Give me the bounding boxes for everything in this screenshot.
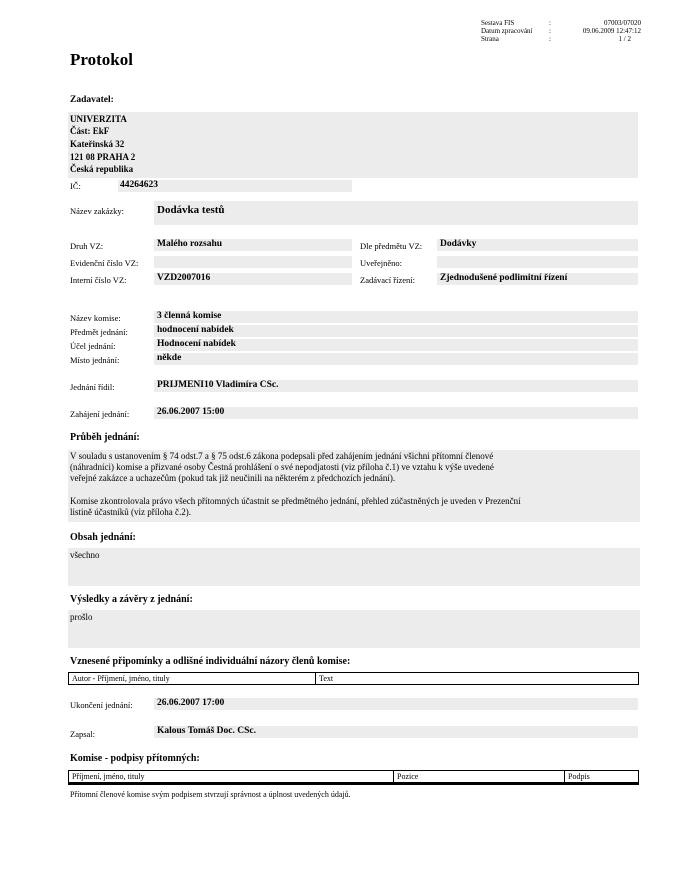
druh-label: Druh VZ:	[70, 241, 104, 251]
ridil-value: PRIJMENI10 Vladimíra CSc.	[157, 380, 279, 390]
evid-box	[154, 256, 352, 268]
obsah-box	[68, 548, 640, 586]
obsah-text: všechno	[70, 550, 100, 560]
column-header: Příjmení, jméno, tituly	[69, 771, 394, 783]
prubeh-line: veřejné zakázce a uchazečům (pokud tak již neučinili na některém z předchozích jednání).	[70, 473, 396, 483]
zahajeni-value: 26.06.2007 15:00	[157, 407, 225, 417]
ukonceni-label: Ukončení jednání:	[70, 700, 133, 710]
ridil-label: Jednání řídil:	[70, 382, 115, 392]
ridil-box	[154, 380, 638, 392]
ukonceni-value: 26.06.2007 17:00	[157, 698, 225, 708]
komise-nazev-box	[154, 311, 638, 323]
meta-label: Datum zpracování	[481, 27, 533, 35]
footer-note: Přítomní členové komise svým podpisem stvrzují správnost a úplnost uvedených údajů.	[70, 790, 351, 799]
report-meta	[481, 19, 641, 43]
ic-label: IČ:	[70, 181, 81, 191]
podpisy-heading: Komise - podpisy přítomných:	[70, 753, 200, 764]
prubeh-line: listině účastníků (viz příloha č.2).	[70, 507, 191, 517]
zapsal-box	[154, 726, 638, 738]
predmet-vz-box	[437, 239, 638, 251]
meta-row	[481, 19, 641, 27]
evid-label: Evidenční číslo VZ:	[70, 258, 139, 268]
column-header: Text	[316, 673, 639, 685]
meta-value: 1 / 2	[618, 35, 631, 43]
ic-value: 44264623	[120, 180, 158, 190]
meta-label: Strana	[481, 35, 499, 43]
komise-misto-label: Místo jednání:	[70, 355, 120, 365]
zadavatel-line: Část: EkF	[70, 126, 110, 136]
meta-label: Sestava FIS	[481, 19, 515, 27]
table-header-row	[69, 673, 639, 685]
column-header: Podpis	[565, 771, 639, 783]
meta-value: 09.06.2009 12:47:12	[582, 27, 641, 35]
interni-label: Interní číslo VZ:	[70, 275, 127, 285]
interni-value: VZD2007016	[157, 273, 211, 283]
podpisy-bottom-rule	[68, 783, 639, 785]
interni-box	[154, 273, 352, 285]
zadavatel-line: UNIVERZITA	[70, 114, 127, 124]
ukonceni-box	[154, 698, 638, 710]
pripominky-table	[68, 672, 639, 685]
rizeni-label: Zadávací řízení:	[360, 275, 415, 285]
meta-row	[481, 35, 641, 43]
komise-predmet-label: Předmět jednání:	[70, 327, 128, 337]
zapsal-label: Zapsal:	[70, 729, 96, 739]
meta-sep: :	[549, 27, 551, 35]
zakazka-label: Název zakázky:	[70, 206, 125, 216]
zakazka-value: Dodávka testů	[157, 204, 225, 216]
komise-ucel-box	[154, 339, 638, 351]
predmet-vz-label: Dle předmětu VZ:	[360, 241, 423, 251]
komise-predmet-box	[154, 325, 638, 337]
pripominky-heading: Vznesené připomínky a odlišné individuální názory členů komise:	[70, 656, 351, 667]
komise-predmet-value: hodnocení nabídek	[157, 325, 234, 335]
komise-ucel-label: Účel jednání:	[70, 341, 116, 351]
komise-nazev-label: Název komise:	[70, 313, 121, 323]
zadavatel-line: 121 08 PRAHA 2	[70, 152, 136, 162]
column-header: Pozice	[394, 771, 565, 783]
rizeni-value: Zjednodušené podlimitní řízení	[440, 273, 568, 283]
podpisy-table	[68, 770, 639, 783]
prubeh-heading: Průběh jednání:	[70, 432, 140, 443]
zadavatel-heading: Zadavatel:	[70, 95, 114, 105]
meta-row	[481, 27, 641, 35]
ic-value-box	[118, 180, 352, 192]
prubeh-line: V souladu s ustanovením § 74 odst.7 a § 75 odst.6 zákona podepsali před zahájením jednání všichni přítomní členové	[70, 451, 494, 461]
druh-value: Malého rozsahu	[157, 239, 223, 249]
meta-value: 07003/07020	[604, 19, 641, 27]
zahajeni-box	[154, 407, 638, 419]
predmet-vz-value: Dodávky	[440, 239, 477, 249]
uverejneno-box	[437, 256, 638, 268]
komise-ucel-value: Hodnocení nabídek	[157, 339, 236, 349]
zadavatel-box	[68, 112, 638, 178]
komise-nazev-value: 3 členná komise	[157, 311, 222, 321]
rizeni-box	[437, 273, 638, 285]
column-header: Autor - Příjmení, jméno, tituly	[69, 673, 316, 685]
meta-sep: :	[549, 19, 551, 27]
vysledky-box	[68, 610, 640, 648]
komise-misto-box	[154, 353, 638, 365]
uverejneno-label: Uveřejněno:	[360, 258, 403, 268]
page-title: Protokol	[70, 50, 133, 69]
zadavatel-line: Kateřinská 32	[70, 139, 125, 149]
obsah-heading: Obsah jednání:	[70, 532, 136, 543]
meta-sep: :	[549, 35, 551, 43]
table-header-row	[69, 771, 639, 783]
zapsal-value: Kalous Tomáš Doc. CSc.	[157, 726, 256, 736]
zakazka-box	[154, 201, 638, 225]
zadavatel-line: Česká republika	[70, 164, 134, 174]
prubeh-line: Komise zkontrolovala právo všech přítomných účastnit se předmětného jednání, přehled zúčastněných je uveden v Prezenční	[70, 496, 521, 506]
zahajeni-label: Zahájení jednání:	[70, 409, 130, 419]
druh-box	[154, 239, 352, 251]
prubeh-line: (náhradníci) komise a přizvané osoby Čestná prohlášení o své nepodjatosti (viz příloha č.1) ve vztahu k výše uvedené	[70, 462, 494, 472]
vysledky-heading: Výsledky a závěry z jednání:	[70, 594, 193, 605]
komise-misto-value: někde	[157, 353, 182, 363]
prubeh-box	[68, 450, 640, 522]
vysledky-text: prošlo	[70, 612, 93, 622]
